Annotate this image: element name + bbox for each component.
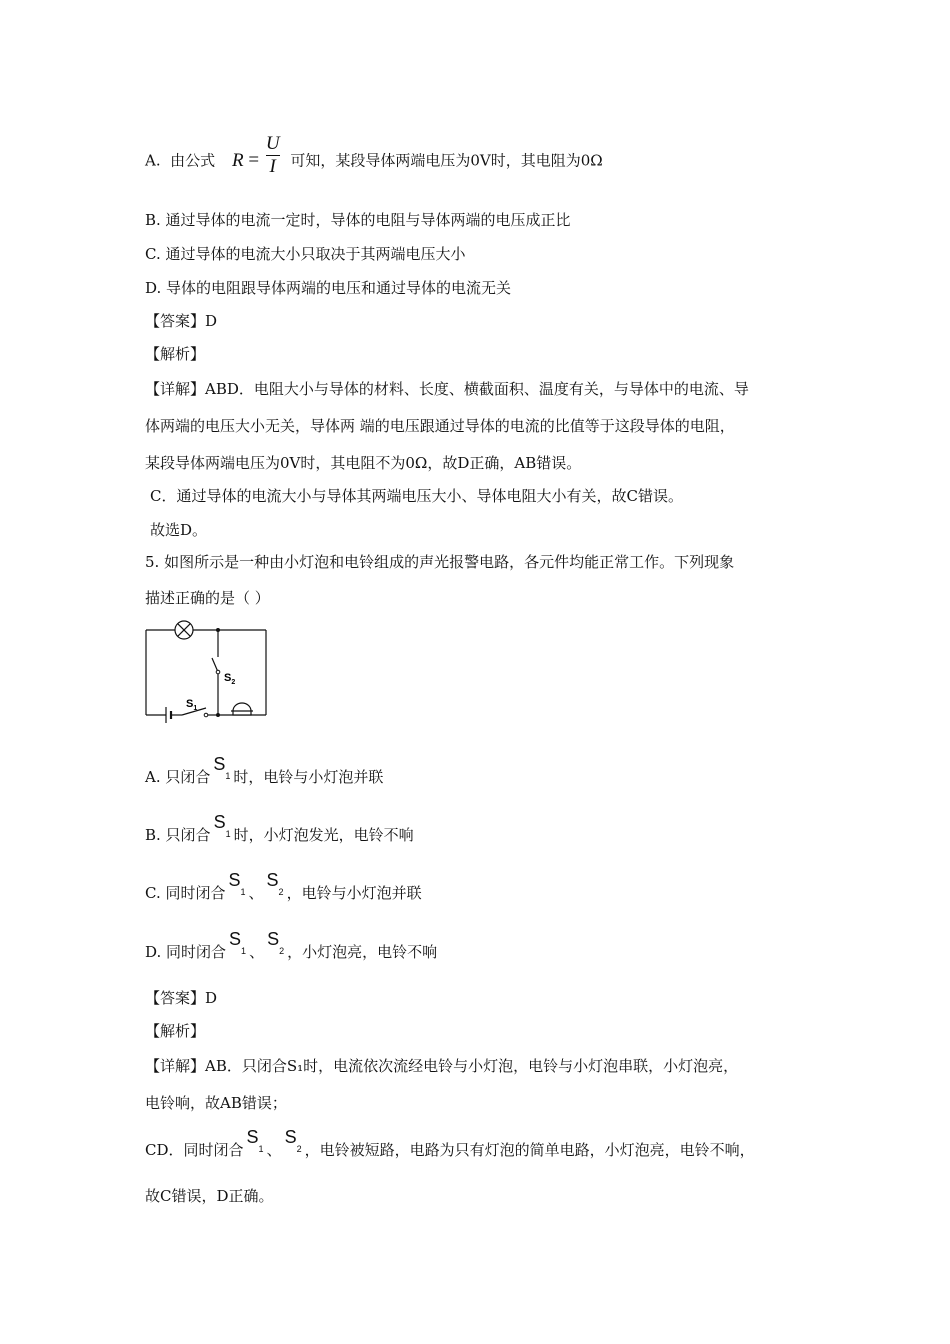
- detail-3-post: ，电铃被短路，电路为只有灯泡的简单电路，小灯泡亮，电铃不响，: [304, 1141, 755, 1159]
- q4-option-b: B. 通过导体的电流一定时，导体的电阻与导体两端的电压成正比: [145, 211, 571, 229]
- switch-symbol-s2: $S_2$: [267, 929, 285, 956]
- q5-detail-line-4: 故C错误，D正确。: [145, 1187, 274, 1205]
- formula-denominator: I: [269, 156, 276, 177]
- switch-symbol-s1: $S_1$: [229, 929, 247, 956]
- option-a-pre-text: 由公式: [170, 151, 216, 170]
- detail-3-sep: 、: [266, 1141, 282, 1159]
- junction-top: [216, 628, 220, 632]
- q5-stem-line-2: 描述正确的是（ ）: [145, 589, 270, 607]
- q4-detail-line-5: 故选D。: [150, 521, 208, 539]
- option-b-post: 时，小灯泡发光，电铃不响: [233, 826, 414, 844]
- junction-bottom: [216, 713, 220, 717]
- q5-option-a: [145, 754, 384, 794]
- label-s2: $S_2$: [224, 672, 236, 686]
- bell-icon: [233, 703, 251, 715]
- answer-value: D: [205, 312, 218, 330]
- switch-symbol-s1: $S_1$: [246, 1127, 264, 1154]
- q4-option-c: C. 通过导体的电流大小只取决于其两端电压大小: [145, 245, 466, 263]
- option-c-post: ，电铃与小灯泡并联: [286, 884, 422, 902]
- detail-3-pre: CD．同时闭合: [145, 1141, 244, 1159]
- option-d-pre: D. 同时闭合: [145, 943, 227, 961]
- option-d-sep: 、: [249, 943, 265, 961]
- q4-answer: [145, 311, 217, 331]
- formula-eq: =: [248, 149, 260, 171]
- q4-option-a: [145, 133, 603, 183]
- switch-symbol-s2: $S_2$: [266, 870, 284, 897]
- option-b-pre: B. 只闭合: [145, 826, 211, 844]
- switch-symbol-s1: $S_1$: [213, 754, 231, 781]
- q5-stem-line-1: 5. 如图所示是一种由小灯泡和电铃组成的声光报警电路，各元件均能正常工作。下列现象: [145, 553, 735, 571]
- q4-detail-line-4: C．通过导体的电流大小与导体其两端电压大小、导体电阻大小有关，故C错误。: [150, 487, 683, 505]
- option-c-sep: 、: [248, 884, 264, 902]
- answer-value: D: [205, 989, 218, 1007]
- option-d-post: ，小灯泡亮，电铃不响: [287, 943, 438, 961]
- q5-option-b: [145, 812, 414, 852]
- option-a-prefix: A.: [145, 151, 161, 170]
- switch-symbol-s1: $S_1$: [228, 870, 246, 897]
- option-c-pre: C. 同时闭合: [145, 884, 226, 902]
- label-s1: $S_1$: [186, 698, 198, 712]
- q5-detail-line-1: 【详解】AB．只闭合S₁时，电流依次流经电铃与小灯泡，电铃与小灯泡串联，小灯泡亮，: [145, 1057, 739, 1075]
- analysis-label: 【解析】: [145, 1022, 206, 1040]
- switch-symbol-s1: $S_1$: [213, 812, 231, 839]
- q5-detail-line-2: 电铃响，故AB错误；: [145, 1094, 287, 1112]
- option-a-post-text: 可知，某段导体两端电压为0V时，其电阻为0Ω: [290, 151, 603, 170]
- q4-option-d: D. 导体的电阻跟导体两端的电压和通过导体的电流无关: [145, 279, 512, 297]
- q5-analysis-label: [145, 1021, 205, 1041]
- option-a-pre: A. 只闭合: [145, 768, 211, 786]
- formula-fraction: [266, 134, 280, 177]
- q4-detail-line-1: 【详解】ABD．电阻大小与导体的材料、长度、横截面积、温度有关，与导体中的电流、导: [145, 380, 749, 398]
- q5-answer: [145, 988, 217, 1008]
- analysis-label: 【解析】: [145, 345, 206, 363]
- switch-symbol-s2: $S_2$: [284, 1127, 302, 1154]
- q4-detail-line-2: 体两端的电压大小无关，导体两 端的电压跟通过导体的电流的比值等于这段导体的电阻，: [145, 417, 735, 435]
- formula-numerator: U: [265, 133, 280, 154]
- answer-label: 【答案】: [145, 989, 206, 1007]
- q5-option-c: [145, 870, 422, 910]
- answer-label: 【答案】: [145, 312, 206, 330]
- q5-detail-line-3: [145, 1127, 755, 1167]
- q4-detail-line-3: 某段导体两端电压为0V时，其电阻不为0Ω，故D正确，AB错误。: [145, 454, 582, 472]
- q5-option-d: [145, 929, 438, 969]
- q4-analysis-label: [145, 344, 205, 364]
- formula-lhs: R: [231, 149, 244, 171]
- switch-s2-pivot: [216, 670, 220, 674]
- switch-s1-contact: [204, 713, 208, 717]
- circuit-diagram: [140, 615, 275, 730]
- option-a-post: 时，电铃与小灯泡并联: [233, 768, 384, 786]
